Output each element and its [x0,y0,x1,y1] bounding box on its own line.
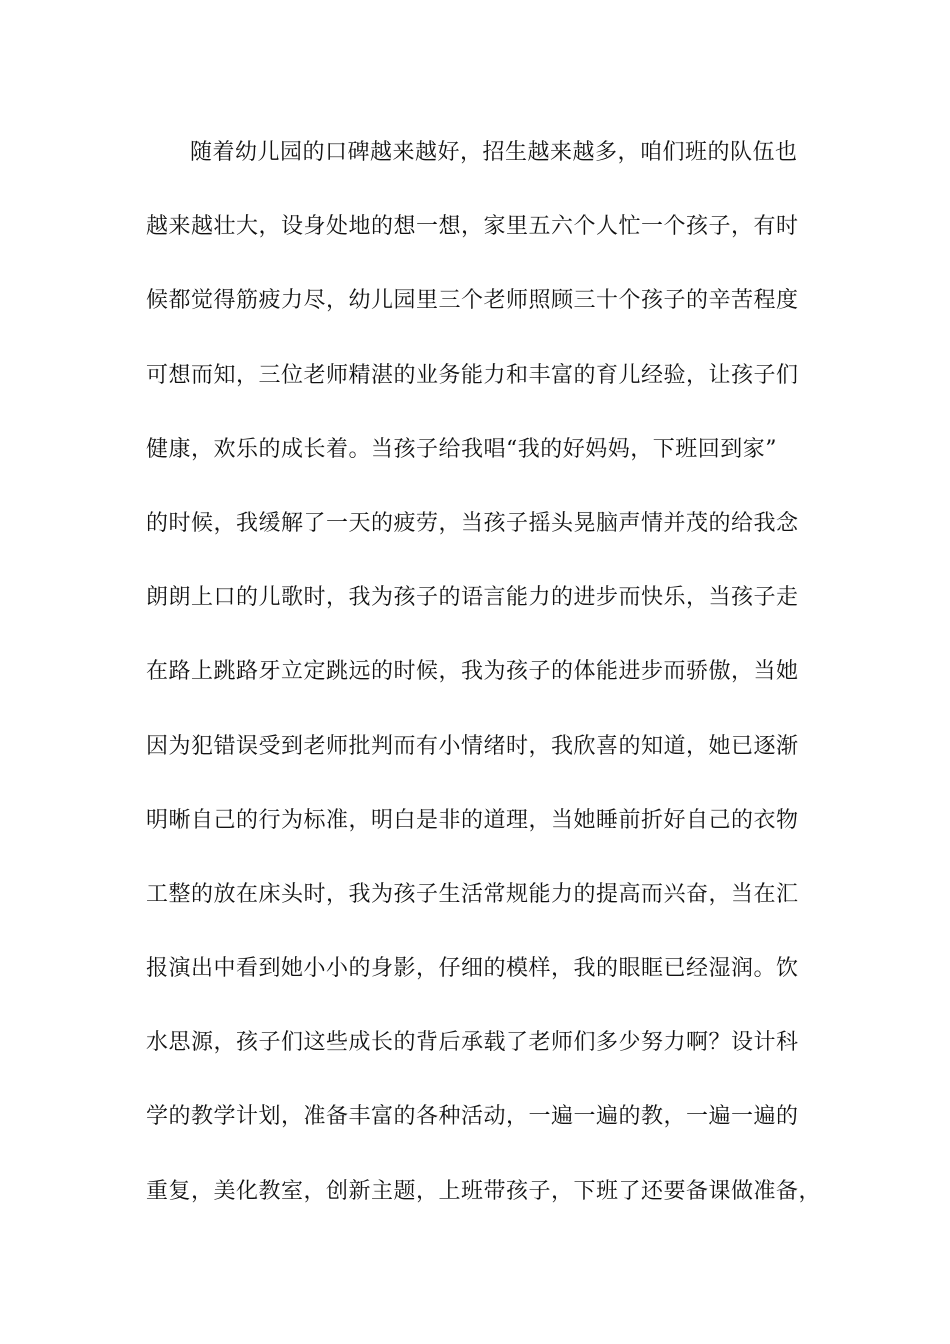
paragraph-line-6: 的时候，我缓解了一天的疲劳，当孩子摇头晃脑声情并茂的给我念 [146,510,799,536]
paragraph-line-10: 明晰自己的行为标准，明白是非的道理，当她睡前折好自己的衣物 [146,807,799,833]
paragraph-line-3: 候都觉得筋疲力尽，幼儿园里三个老师照顾三十个孩子的辛苦程度 [146,288,799,314]
paragraph-line-4: 可想而知，三位老师精湛的业务能力和丰富的育儿经验，让孩子们 [146,362,799,388]
paragraph [146,135,826,1248]
paragraph-line-7: 朗朗上口的儿歌时，我为孩子的语言能力的进步而快乐，当孩子走 [146,585,799,611]
paragraph-line-15: 重复，美化教室，创新主题，上班带孩子，下班了还要备课做准备， [146,1178,822,1204]
paragraph-line-14: 学的教学计划，准备丰富的各种活动，一遍一遍的教，一遍一遍的 [146,1104,799,1130]
paragraph-line-9: 因为犯错误受到老师批判而有小情绪时，我欣喜的知道，她已逐渐 [146,733,799,759]
paragraph-line-12: 报演出中看到她小小的身影，仔细的模样，我的眼眶已经湿润。饮 [146,956,799,982]
paragraph-line-2: 越来越壮大，设身处地的想一想，家里五六个人忙一个孩子，有时 [146,214,799,240]
paragraph-line-11: 工整的放在床头时，我为孩子生活常规能力的提高而兴奋，当在汇 [146,881,799,907]
paragraph-line-8: 在路上跳路牙立定跳远的时候，我为孩子的体能进步而骄傲，当她 [146,659,799,685]
paragraph-line-1: 随着幼儿园的口碑越来越好，招生越来越多，咱们班的队伍也 [190,140,798,165]
paragraph-line-13: 水思源，孩子们这些成长的背后承载了老师们多少努力啊？设计科 [146,1030,799,1056]
paragraph-line-5: 健康，欢乐的成长着。当孩子给我唱“我的好妈妈，下班回到家” [146,436,777,462]
